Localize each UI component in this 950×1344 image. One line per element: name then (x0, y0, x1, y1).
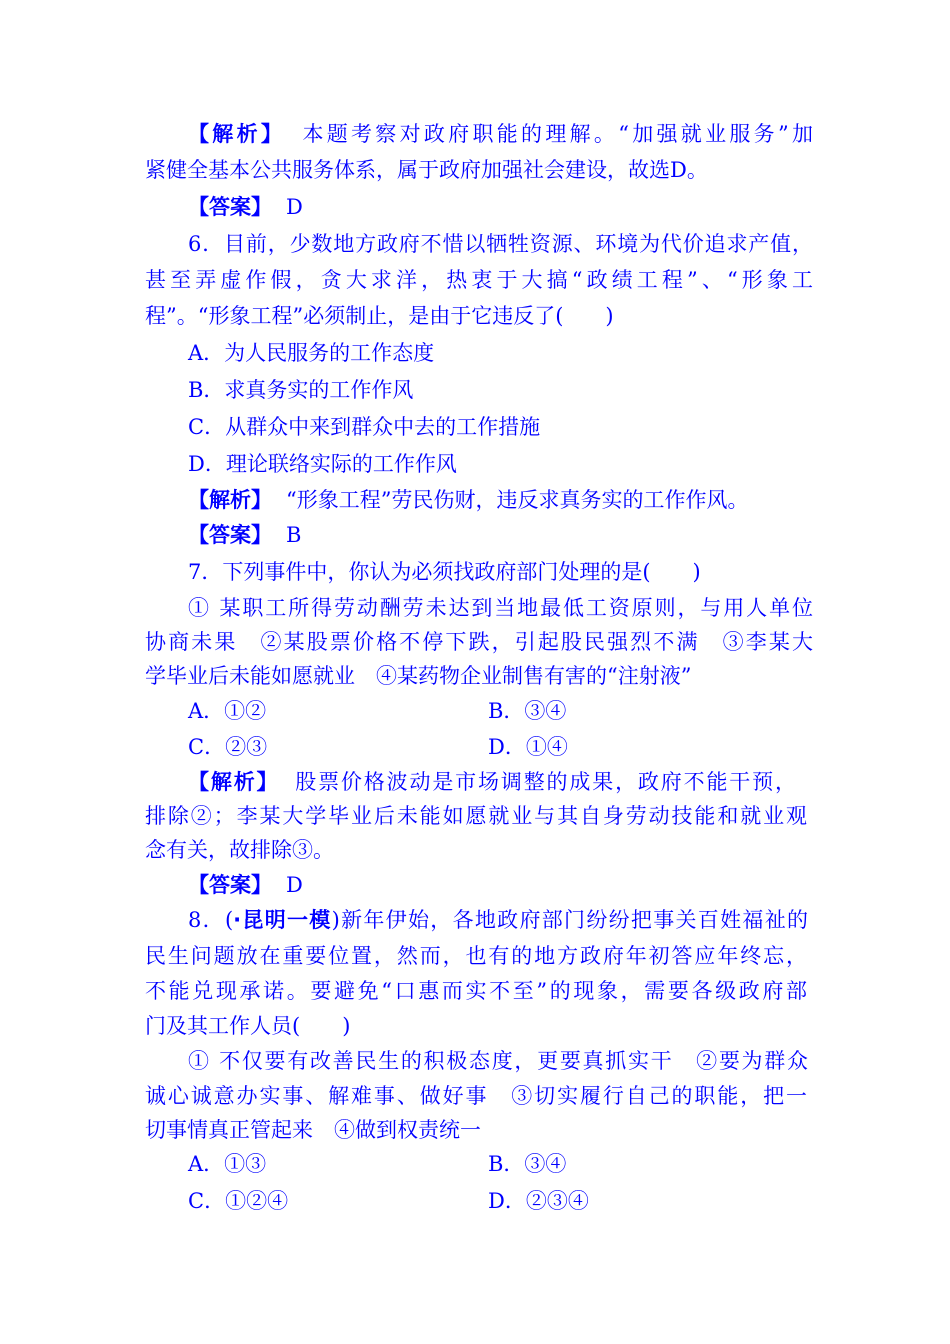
q7-option-d: D．①④ (488, 735, 568, 759)
q7-items-line1: ① 某职工所得劳动酬劳未达到当地最低工资原则，与用人单位 (188, 596, 813, 620)
q6-analysis (188, 485, 856, 515)
q7-analysis-line2: 排除②；李某大学毕业后未能如愿就业与其自身劳动技能和就业观 (145, 804, 807, 828)
q8-option-c: C．①②④ (188, 1189, 289, 1213)
q6-analysis-text: “形象工程”劳民伤财，违反求真务实的工作作风。 (286, 488, 749, 512)
analysis-label: 【解析】 (188, 770, 280, 794)
q7-option-a: A．①② (188, 699, 267, 723)
q5-answer-value: D (286, 195, 303, 219)
q6-answer-value: B (286, 523, 302, 547)
q8-option-b: B．③④ (488, 1152, 567, 1176)
answer-label: 【答案】 (188, 523, 272, 547)
q5-analysis-line2: 紧健全基本公共服务体系，属于政府加强社会建设，故选D。 (145, 158, 708, 182)
q8-option-d: D．②③④ (488, 1189, 589, 1213)
q8-stem-line2: 民生问题放在重要位置，然而，也有的地方政府年初答应年终忘， (145, 944, 807, 968)
q6-stem-line3: 程”。“形象工程”必须制止，是由于它违反了( ) (145, 304, 614, 328)
q7-answer-value: D (286, 873, 303, 897)
q6-option-a: A．为人民服务的工作态度 (188, 341, 435, 365)
q8-items-line2: 诚心诚意办实事、解难事、做好事 ③切实履行自己的职能，把一 (145, 1084, 807, 1108)
answer-label: 【答案】 (188, 195, 272, 219)
q7-items-line3: 学毕业后未能如愿就业 ④某药物企业制售有害的“注射液” (145, 664, 692, 688)
q7-stem: 7．下列事件中，你认为必须找政府部门处理的是( ) (188, 560, 701, 584)
analysis-label: 【解析】 (188, 488, 272, 512)
q8-stem-line4: 门及其工作人员( ) (145, 1014, 351, 1038)
q8-stem-line3: 不能兑现承诺。要避免“口惠而实不至”的现象，需要各级政府部 (145, 979, 807, 1003)
q6-stem-line2: 甚至弄虚作假，贪大求洋，热衷于大搞“政绩工程”、“形象工 (145, 268, 813, 292)
answer-label: 【答案】 (188, 873, 272, 897)
q7-option-c: C．②③ (188, 735, 268, 759)
q7-items-line2: 协商未果 ②某股票价格不停下跌，引起股民强烈不满 ③李某大 (145, 630, 813, 654)
q8-option-a: A．①③ (188, 1152, 267, 1176)
q8-source: ·昆明一模 (233, 908, 332, 932)
q6-option-d: D．理论联络实际的工作作风 (188, 452, 457, 476)
q6-answer (188, 520, 856, 550)
q8-items-line1: ① 不仅要有改善民生的积极态度，更要真抓实干 ②要为群众 (188, 1049, 808, 1073)
q8-stem-line1 (188, 905, 808, 935)
q5-answer (188, 192, 856, 222)
q5-analysis-line1: 本题考察对政府职能的理解。“加强就业服务”加 (299, 122, 813, 146)
q6-option-c: C．从群众中来到群众中去的工作措施 (188, 415, 541, 439)
q5-analysis (188, 119, 813, 149)
q6-option-b: B．求真务实的工作作风 (188, 378, 414, 402)
q8-stem-line1-rest: )新年伊始，各地政府部门纷纷把事关百姓福祉的 (331, 908, 808, 932)
q6-stem-line1: 6．目前，少数地方政府不惜以牺牲资源、环境为代价追求产值， (188, 232, 813, 256)
q7-answer (188, 870, 856, 900)
q7-option-b: B．③④ (488, 699, 567, 723)
q8-number: 8．( (188, 908, 234, 932)
analysis-label: 【解析】 (188, 122, 286, 146)
q7-analysis-line3: 念有关，故排除③。 (145, 838, 334, 862)
q7-analysis-line1: 股票价格波动是市场调整的成果，政府不能干预， (293, 770, 797, 794)
q7-analysis (188, 767, 796, 797)
q8-items-line3: 切事情真正管起来 ④做到权责统一 (145, 1118, 481, 1142)
